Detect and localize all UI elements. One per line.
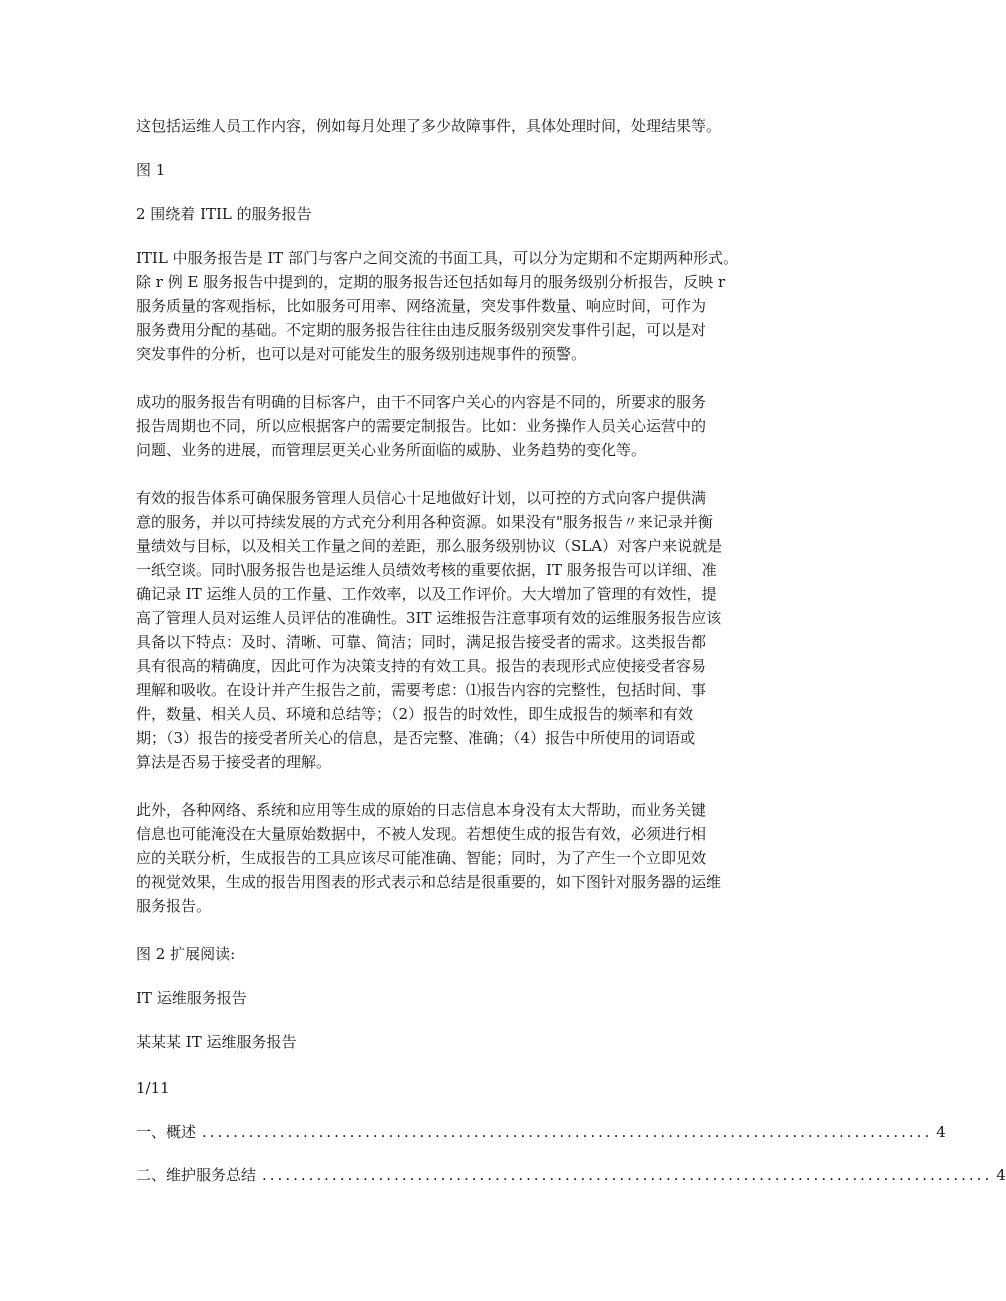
paragraph-reporting-system: 有效的报告体系可确保服务管理人员信心十足地做好计划，以可控的方式向客户提供满 意的服务，并以可持续发展的方式充分利用各种资源。如果没有"服务报告〃来记录并衡 量绩效与目标，以及相关工作量之间的差距，那么服务级别协议（SLA）对客户来说就是 一纸空谈。同时\服务报告也是运维人员绩效考核的重要依据，IT 服务报告可以详细、准 确记录 IT 运维人员的工作量、工作效率，以及工作评价。大大增加了管理的有效性，提 高了管理人员对运维人员评估的准确性。3IT 运维报告注意事项有效的运维服务报告应该 具备以下特点：及时、清晰、可靠、简洁；同时，满足报告接受者的需求。这类报告都 具有很高的精确度，因此可作为决策支持的有效工具。报告的表现形式应使接受者容易 理解和吸收。在设计并产生报告之前，需要考虑：⑴报告内容的完整性，包括时间、事 件，数量、相关人员、环境和总结等；（2）报告的时效性，即生成报告的频率和有效 期；（3）报告的接受者所关心的信息，是否完整、准确；（4）报告中所使用的词语或 算法是否易于接受者的理解。 [136, 489, 723, 771]
toc-entry[interactable] [136, 1163, 1006, 1187]
extended-title: IT 运维服务报告 [136, 989, 247, 1007]
toc-entry-page: 4 [936, 1123, 946, 1141]
toc-entry-label: 二、维护服务总结 [136, 1166, 257, 1184]
toc-leader-dots: .............................................................................................. [202, 1123, 933, 1141]
toc-leader-dots: .............................................................................................. [262, 1166, 993, 1184]
figure-2-caption: 图 2 扩展阅读: [136, 945, 236, 963]
extended-subtitle: 某某某 IT 运维服务报告 [136, 1033, 297, 1051]
paragraph-log-analysis: 此外，各种网络、系统和应用等生成的原始的日志信息本身没有太大帮助，而业务关键 信息也可能淹没在大量原始数据中，不被人发现。若想使生成的报告有效，必须进行相 应的关联分析，生成报告的工具应该尽可能准确、智能；同时，为了产生一个立即见效 的视觉效果，生成的报告用图表的形式表示和总结是很重要的，如下图针对服务器的运维 服务报告。 [136, 801, 722, 915]
section-2-heading: 2 围绕着 ITIL 的服务报告 [136, 205, 312, 223]
page-marker: 1/11 [136, 1079, 170, 1097]
figure-1-caption: 图 1 [136, 161, 166, 179]
intro-line: 这包括运维人员工作内容，例如每月处理了多少故障事件，具体处理时间，处理结果等。 [136, 117, 722, 135]
paragraph-target-customers: 成功的服务报告有明确的目标客户，由干不同客户关心的内容是不同的，所要求的服务 报告周期也不同，所以应根据客户的需要定制报告。比如：业务操作人员关心运营中的 问题、业务的进展，而管理层更关心业务所面临的威胁、业务趋势的变化等。 [136, 393, 707, 459]
toc-entry-label: 一、概述 [136, 1123, 197, 1141]
toc-entry-page: 4 [996, 1166, 1006, 1184]
paragraph-itil-reports: ITIL 中服务报告是 IT 部门与客户之间交流的书面工具，可以分为定期和不定期两种形式。 除 r 例 E 服务报告中提到的，定期的服务报告还包括如每月的服务级别分析报告，反映 r 服务质量的客观指标，比如服务可用率、网络流量，突发事件数量、响应时间，可作为 服务费用分配的基础。不定期的服务报告往往由违反服务级别突发事件引起，可以是对 突发事件的分析，也可以是对可能发生的服务级别违规事件的预警。 [136, 249, 739, 363]
toc-entry[interactable] [136, 1120, 946, 1144]
